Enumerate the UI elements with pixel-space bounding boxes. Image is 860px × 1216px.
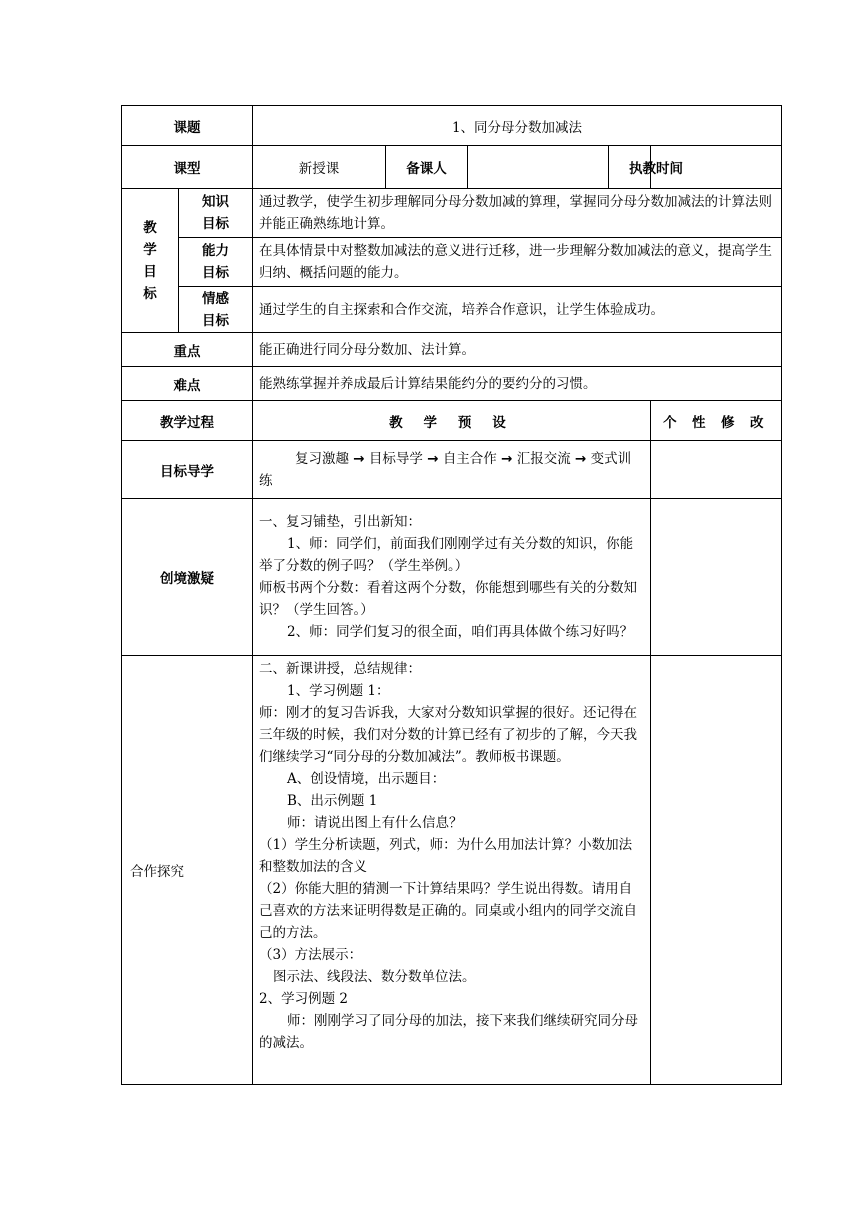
explore-label: 合作探究 [122, 656, 253, 1085]
topic-label: 课题 [122, 106, 253, 146]
goal-text-ability: 在具体情景中对整数加减法的意义进行迁移，进一步理解分数加减法的意义，提高学生归纳、概括问题的能力。 [253, 238, 782, 287]
goal-text-emotion: 通过学生的自主探索和合作交流，培养合作意识，让学生体验成功。 [253, 287, 782, 333]
preparer-label: 备课人 [386, 146, 468, 189]
guide-step: 式训练 [259, 450, 632, 489]
key-point-label: 重点 [122, 333, 253, 367]
guide-step: 复习激趣 [295, 450, 349, 467]
explore-revise-cell [651, 656, 782, 1085]
explore-line: 二、新课讲授，总结规律： [259, 661, 421, 677]
goal-label-line: 目标 [202, 216, 229, 232]
goals-label-char: 教 [143, 219, 157, 236]
explore-line: 师：刚刚学习了同分母的加法，接下来我们继续研究同分母的减法。 [259, 1013, 638, 1051]
goal-row-knowledge [122, 189, 782, 238]
goal-row-ability [122, 238, 782, 287]
lesson-plan-table [121, 105, 782, 1085]
goal-label-line: 目标 [202, 265, 229, 281]
goal-row-emotion [122, 287, 782, 333]
topic-value: 1、同分母分数加减法 [253, 106, 782, 146]
process-header-row [122, 401, 782, 441]
explore-line: 2、学习例题 2 [259, 991, 348, 1007]
arrow-icon: → [501, 450, 513, 467]
situation-line: 1、师：同学们，前面我们刚刚学过有关分数的知识，你能举了分数的例子吗？（学生举例。） [259, 536, 634, 574]
goal-label-line: 情感 [202, 290, 229, 307]
situation-revise-cell [651, 499, 782, 656]
explore-line: （1）学生分析读题，列式，师：为什么用加法计算？小数加法和整数加法的含义 [259, 837, 633, 875]
explore-line: B、出示例题 1 [287, 793, 378, 809]
explore-line: 1、学习例题 1： [287, 683, 390, 699]
type-row [122, 146, 782, 189]
guide-step: 自主合作 [442, 450, 497, 467]
goal-label-line: 能力 [202, 243, 229, 259]
guide-label: 目标导学 [122, 441, 253, 499]
situation-line: 一、复习铺垫，引出新知： [259, 514, 421, 530]
difficulty-label: 难点 [122, 367, 253, 401]
goal-label-emotion [179, 287, 253, 333]
goals-label [122, 189, 179, 333]
arrow-icon: → [427, 450, 439, 467]
explore-line: 师：请说出图上有什么信息？ [287, 815, 463, 831]
guide-revise-cell [651, 441, 782, 499]
explore-line: （3）方法展示： [259, 947, 363, 963]
preparer-value [468, 146, 609, 189]
difficulty-text: 能熟练掌握并养成最后计算结果能约分的要约分的习惯。 [253, 367, 782, 401]
goals-label-char: 学 [143, 241, 157, 258]
arrow-icon: → [575, 450, 587, 467]
guide-step: 目标导学 [368, 450, 423, 467]
key-point-row [122, 333, 782, 367]
type-value: 新授课 [253, 146, 386, 189]
key-point-text: 能正确进行同分母分数加、法计算。 [253, 333, 782, 367]
guide-content [253, 441, 651, 499]
explore-line: A、创设情境，出示题目： [287, 771, 446, 787]
explore-row [122, 656, 782, 1085]
guide-step: 变 [590, 450, 605, 467]
goal-label-line: 目标 [202, 312, 229, 329]
explore-line: 图示法、线段法、数分数单位法。 [273, 969, 476, 985]
guide-flow [259, 448, 644, 492]
situation-line: 2、师：同学们复习的很全面，咱们再具体做个练习好吗？ [287, 624, 634, 640]
preset-label: 教 学 预 设 [253, 401, 651, 441]
guide-step: 汇报交流 [516, 450, 571, 467]
goal-label-ability [179, 238, 253, 287]
goals-label-char: 目 [143, 263, 157, 280]
goal-label-knowledge [179, 189, 253, 238]
topic-row [122, 106, 782, 146]
revise-label: 个 性 修 改 [651, 401, 782, 441]
difficulty-row [122, 367, 782, 401]
time-value-cell [629, 146, 782, 189]
explore-line: （2）你能大胆的猜测一下计算结果吗？学生说出得数。请用自己喜欢的方法来证明得数是正确的。同桌或小组内的同学交流自己的方法。 [259, 881, 637, 941]
situation-content [253, 499, 651, 656]
explore-line: 师：刚才的复习告诉我，大家对分数知识掌握的很好。还记得在三年级的时候，我们对分数的计算已经有了初步的了解，今天我们继续学习“同分母的分数加减法”。教师板书课题。 [259, 705, 637, 765]
goal-text-knowledge: 通过教学，使学生初步理解同分母分数加减的算理，掌握同分母分数加减法的计算法则并能正确熟练地计算。 [253, 189, 782, 238]
explore-content [253, 656, 651, 1085]
type-label: 课型 [122, 146, 253, 189]
situation-row [122, 499, 782, 656]
situation-label: 创境激疑 [122, 499, 253, 656]
guide-row [122, 441, 782, 499]
time-label: 执教时间 [629, 161, 684, 177]
process-label: 教学过程 [122, 401, 253, 441]
goals-label-char: 标 [143, 285, 157, 302]
situation-line: 师板书两个分数：看着这两个分数，你能想到哪些有关的分数知识？（学生回答。） [259, 580, 637, 618]
goal-label-line: 知识 [202, 194, 229, 210]
arrow-icon: → [353, 450, 365, 467]
